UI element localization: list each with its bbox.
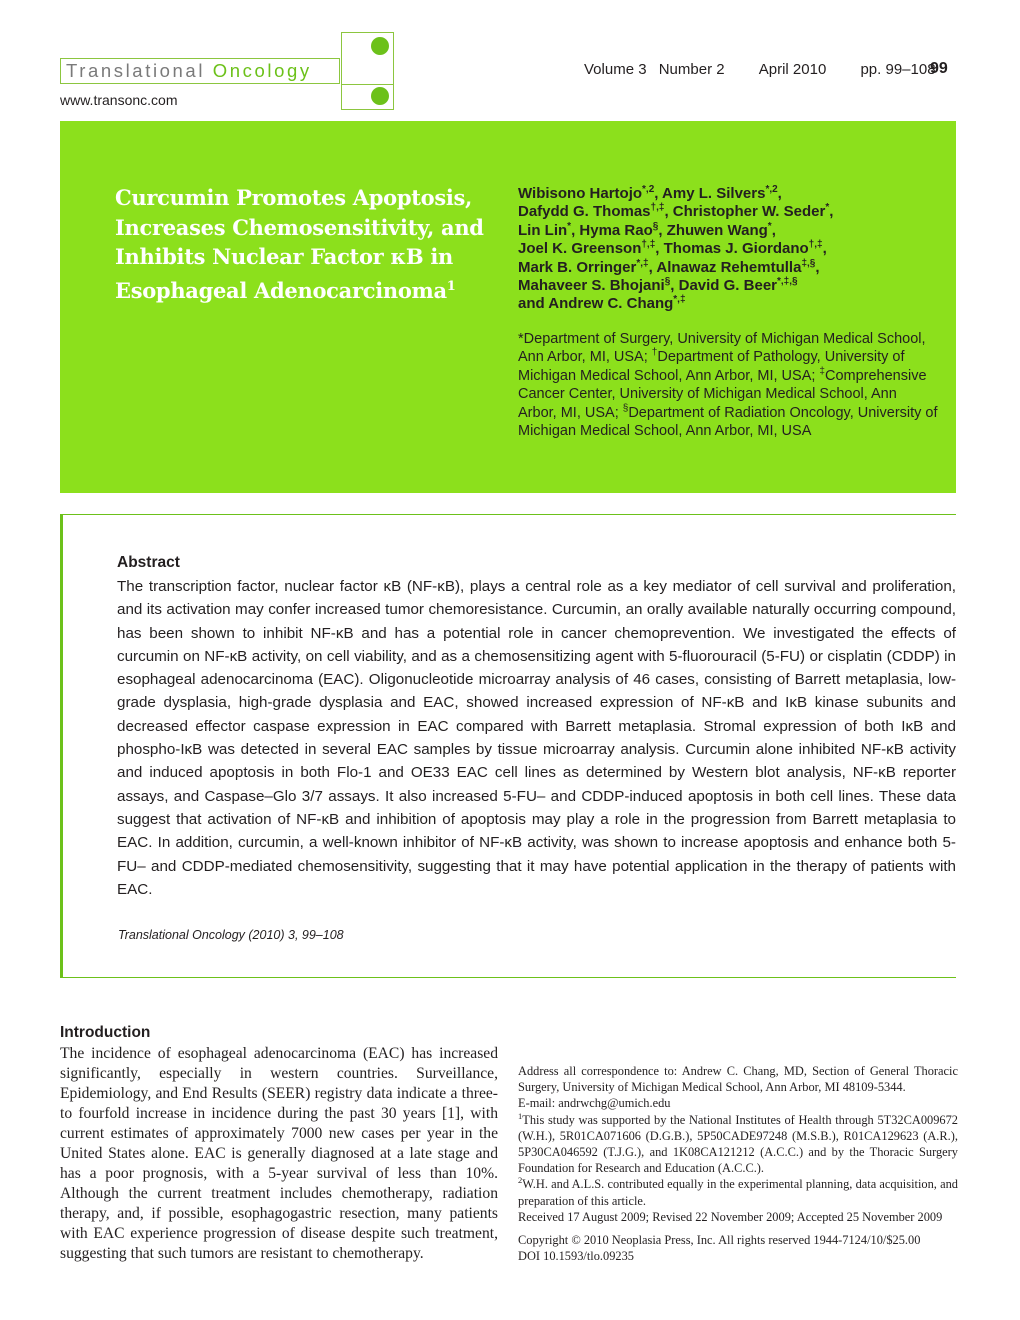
author-affiliation-marks: *,‡	[636, 257, 649, 269]
author-entry	[662, 185, 782, 202]
author-separator: ,	[822, 240, 827, 258]
author-affiliation-marks: §	[664, 276, 671, 288]
author-entry	[518, 240, 664, 257]
author-list	[518, 185, 938, 314]
author-name: and Andrew C. Chang	[518, 295, 674, 313]
author-affiliation-marks: †,‡	[641, 239, 656, 251]
journal-name-part1: Translational	[66, 60, 206, 81]
author-separator: ,	[777, 185, 782, 202]
author-name: Zhuwen Wang	[666, 221, 768, 239]
author-separator: ,	[815, 258, 820, 276]
citation-line: Translational Oncology (2010) 3, 99–108	[118, 928, 344, 942]
abstract-body: The transcription factor, nuclear factor κB (NF-κB), plays a central role as a key mediator of cell survival and proliferation, and its activation may confer increased tumor chemoresistance. Curcumin, an orally available naturally occurring compound, has been shown to inhibit NF-κB and has a potential role in cancer chemoprevention. We investigated the effects of curcumin on NF-κB activity, on cell viability, and as a chemosensitizing agent with 5-fluorouracil (5-FU) or cisplatin (CDDP) in esophageal adenocarcinoma (EAC). Oligonucleotide microarray analysis of 46 cases, consisting of Barrett metaplasia, low-grade dysplasia, high-grade dysplasia and EAC, showed increased expression of NF-κB and IκB kinase subunits and decreased effector caspase expression in EAC compared with Barrett metaplasia. Stromal expression of both IκB and phospho-IκB was detected in several EAC samples by tissue microarray analysis. Curcumin alone inhibited NF-κB activity and induced apoptosis in both Flo-1 and OE33 EAC cell lines as determined by Western blot analysis, NF-κB reporter assays, and Caspase–Glo 3/7 assays. It also increased 5-FU– and CDDP-induced apoptosis in both cell lines. These data suggest that activation of NF-κB and inhibition of apoptosis may play a role in the progression from Barrett metaplasia to EAC. In addition, curcumin, a well-known inhibitor of NF-κB activity, was shown to increase apoptosis and enhance both 5-FU– and CDDP-mediated chemosensitivity, suggesting that it may have potential application in the therapy of patients with EAC.	[117, 578, 956, 898]
author-entry	[518, 222, 579, 239]
affiliation-text: Department of Pathology, University of Michigan Medical School, Ann Arbor, MI, USA;	[518, 349, 905, 384]
affiliation-mark: ‡	[819, 365, 825, 377]
footnote-marker: 1	[518, 1110, 523, 1121]
author-entry	[518, 295, 686, 312]
journal-logo-text	[66, 60, 312, 82]
author-entry	[673, 203, 834, 220]
funding-note: $^1$This study was supported by the National Institutes of Health through 5T32CA009672 (W.H.), 5R01CA071606 (D.G.B.), 5P50CADE97248 (M.S.B.), R01CA129623 (A.R.), 5P30CA046592 (T.J.G.), and 1K08CA121212 (A.C.C.) and by the Thoracic Surgery Foundation for Research and Education (A.C.C.).	[518, 1110, 958, 1176]
author-name: Mahaveer S. Bhojani	[518, 277, 665, 295]
correspondence-note: Address all correspondence to: Andrew C. Chang, MD, Section of General Thoracic Surgery, University of Michigan Medical School, Ann Arbor, MI 48109-5344.	[518, 1064, 958, 1095]
introduction-body: The incidence of esophageal adenocarcinoma (EAC) has increased significantly, especially in western countries. Surveillance, Epidemiology, and End Results (SEER) registry data indicate a three- to fourfold increase in incidence during the past 30 years [1], with current estimates of approximately 7000 new cases per year in the United States alone. EAC is generally diagnosed at a late stage and has a poor prognosis, with a 5-year survival of less than 10%. Although the current treatment includes chemotherapy, radiation therapy, and, if possible, esophagogastric resection, many patients with EAC experience progression of disease despite such treatment, suggesting that such tumors are resistant to chemotherapy.	[60, 1045, 498, 1262]
author-entry	[656, 259, 819, 276]
page-number: 99	[930, 60, 948, 77]
email-note[interactable]: E-mail: andrwchg@umich.edu	[518, 1096, 671, 1111]
author-affiliation-marks: §	[652, 220, 659, 232]
journal-name-part2: Oncology	[212, 60, 312, 81]
author-affiliation-marks: *	[825, 202, 830, 214]
affiliation-mark: §	[622, 402, 629, 414]
author-entry	[667, 222, 776, 239]
author-separator: ,	[664, 203, 673, 221]
volume-label: Volume 3	[584, 61, 647, 78]
author-affiliation-marks: *,‡	[673, 294, 686, 306]
running-header	[584, 61, 936, 78]
author-entry	[679, 277, 798, 294]
title-line: Esophageal Adenocarcinoma	[115, 277, 447, 303]
author-separator: ,	[655, 240, 664, 258]
author-separator: ,	[648, 258, 657, 276]
affiliation-list	[518, 330, 938, 440]
author-name: Hyma Rao	[579, 221, 653, 239]
affiliation-text: Department of Radiation Oncology, University of Michigan Medical School, Ann Arbor, MI, USA	[518, 404, 938, 440]
author-affiliation-marks: *	[567, 220, 572, 232]
author-separator: ,	[829, 203, 834, 221]
author-entry	[518, 277, 679, 294]
author-entry	[518, 203, 673, 220]
author-affiliation-marks: †,‡	[650, 202, 665, 214]
title-line: Curcumin Promotes Apoptosis,	[115, 185, 473, 210]
author-affiliation-marks: ‡,§	[801, 257, 816, 269]
author-name: Mark B. Orringer	[518, 258, 637, 276]
logo-dot-icon	[371, 87, 389, 105]
doi-note[interactable]: DOI 10.1593/tlo.09235	[518, 1249, 634, 1264]
author-name: Dafydd G. Thomas	[518, 203, 651, 221]
number-label: Number 2	[658, 61, 725, 78]
author-affiliation-marks: †,‡	[808, 239, 823, 251]
author-separator: ,	[658, 221, 667, 239]
equal-contribution-note: $^2$W.H. and A.L.S. contributed equally in the experimental planning, data acquisition, and preparation of this article.	[518, 1175, 958, 1208]
author-name: Alnawaz Rehemtulla	[656, 258, 802, 276]
author-name: Thomas J. Giordano	[663, 240, 809, 258]
author-affiliation-marks: *,‡,§	[777, 276, 798, 288]
affiliation-text: Department of Surgery, University of Michigan Medical School, Ann Arbor, MI, USA;	[518, 331, 926, 366]
date-label: April 2010	[758, 61, 827, 78]
journal-logo-divider	[341, 84, 394, 85]
author-separator: ,	[670, 277, 679, 295]
author-entry	[518, 185, 662, 202]
author-name: Amy L. Silvers	[662, 185, 766, 202]
author-affiliation-marks: *,2	[642, 184, 655, 195]
introduction-heading: Introduction	[60, 1024, 151, 1041]
copyright-note: Copyright © 2010 Neoplasia Press, Inc. All rights reserved 1944-7124/10/$25.00	[518, 1233, 921, 1248]
author-affiliation-marks: *	[767, 220, 772, 232]
author-separator: ,	[771, 221, 776, 239]
author-separator: ,	[654, 185, 663, 202]
author-name: Wibisono Hartojo	[518, 185, 643, 202]
abstract-heading: Abstract	[117, 554, 180, 571]
author-name: David G. Beer	[678, 277, 777, 295]
footnote-marker: 2	[518, 1175, 523, 1186]
received-dates: Received 17 August 2009; Revised 22 November 2009; Accepted 25 November 2009	[518, 1209, 943, 1224]
title-footnote-marker: 1	[446, 278, 456, 294]
article-title	[115, 183, 495, 305]
affiliation-mark: *	[518, 331, 524, 347]
author-name: Lin Lin	[518, 221, 568, 239]
author-affiliation-marks: *,2	[765, 184, 778, 195]
author-separator: ,	[571, 221, 580, 239]
pages-label: pp. 99–108	[860, 61, 936, 78]
footnotes	[518, 1063, 958, 1264]
author-entry	[579, 222, 666, 239]
author-name: Christopher W. Seder	[672, 203, 826, 221]
author-entry	[518, 259, 656, 276]
author-name: Joel K. Greenson	[518, 240, 642, 258]
affiliation-text: Comprehensive Cancer Center, University of Michigan Medical School, Ann Arbor, MI, USA;	[518, 367, 927, 421]
logo-dot-icon	[371, 37, 389, 55]
title-line: Inhibits Nuclear Factor κB in	[115, 244, 453, 269]
title-line: Increases Chemosensitivity, and	[115, 214, 484, 240]
author-entry	[664, 240, 827, 257]
journal-website-link[interactable]: www.transonc.com	[60, 92, 178, 108]
affiliation-mark: †	[651, 347, 658, 359]
